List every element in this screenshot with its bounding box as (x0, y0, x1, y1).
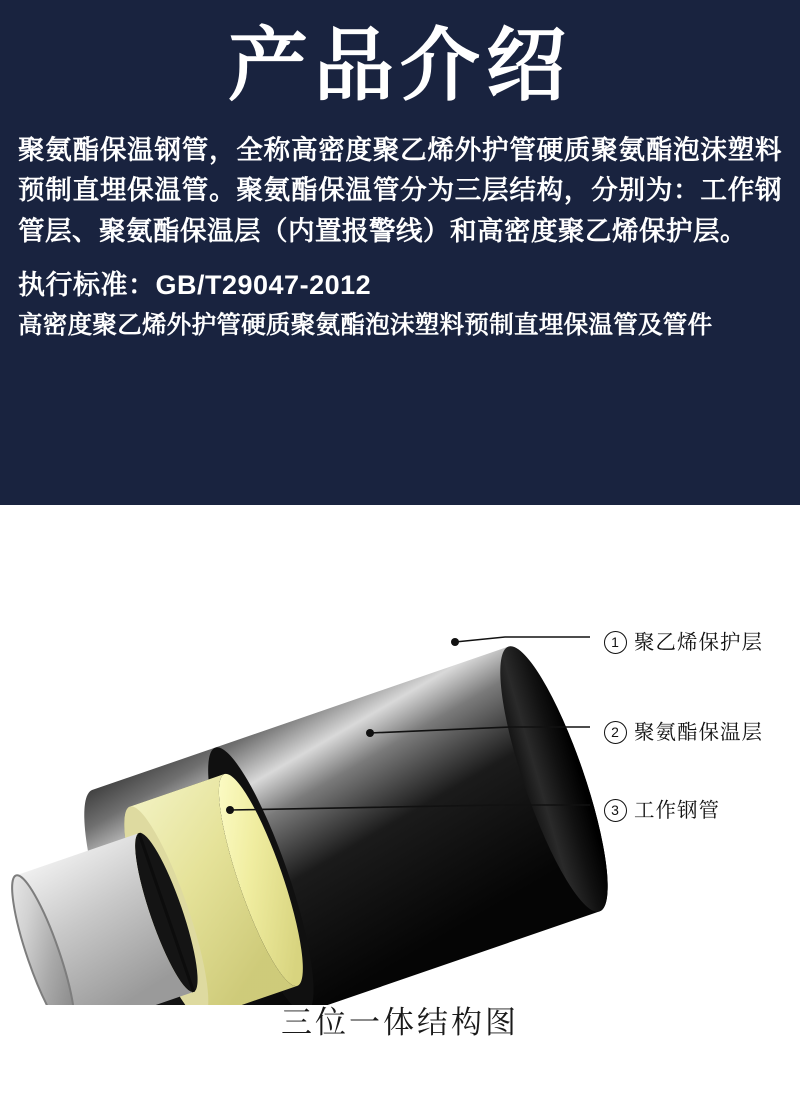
callout-1-number: 1 (604, 631, 627, 654)
figure-caption: 三位一体结构图 (281, 1005, 519, 1040)
header-panel (0, 0, 800, 505)
callout-2 (604, 715, 763, 745)
pipe-structure-diagram (0, 505, 800, 1005)
callout-3-label: 工作钢管 (634, 799, 720, 822)
callout-1 (604, 625, 763, 655)
callout-3 (604, 793, 720, 823)
callout-2-label: 聚氨酯保温层 (634, 721, 763, 744)
standard-full-name: 高密度聚乙烯外护管硬质聚氨酯泡沫塑料预制直埋保温管及管件 (18, 311, 713, 339)
execution-standard: 执行标准：GB/T29047-2012 (18, 269, 372, 300)
callout-1-label: 聚乙烯保护层 (634, 631, 763, 654)
figure-area (0, 505, 800, 1101)
callout-3-number: 3 (604, 799, 627, 822)
page-title: 产品介绍 (228, 21, 572, 110)
callout-2-number: 2 (604, 721, 627, 744)
intro-paragraph: 聚氨酯保温钢管，全称高密度聚乙烯外护管硬质聚氨酯泡沫塑料预制直埋保温管。聚氨酯保温管分为三层结构，分别为：工作钢管层、聚氨酯保温层（内置报警线）和高密度聚乙烯保护层。 (18, 135, 782, 246)
